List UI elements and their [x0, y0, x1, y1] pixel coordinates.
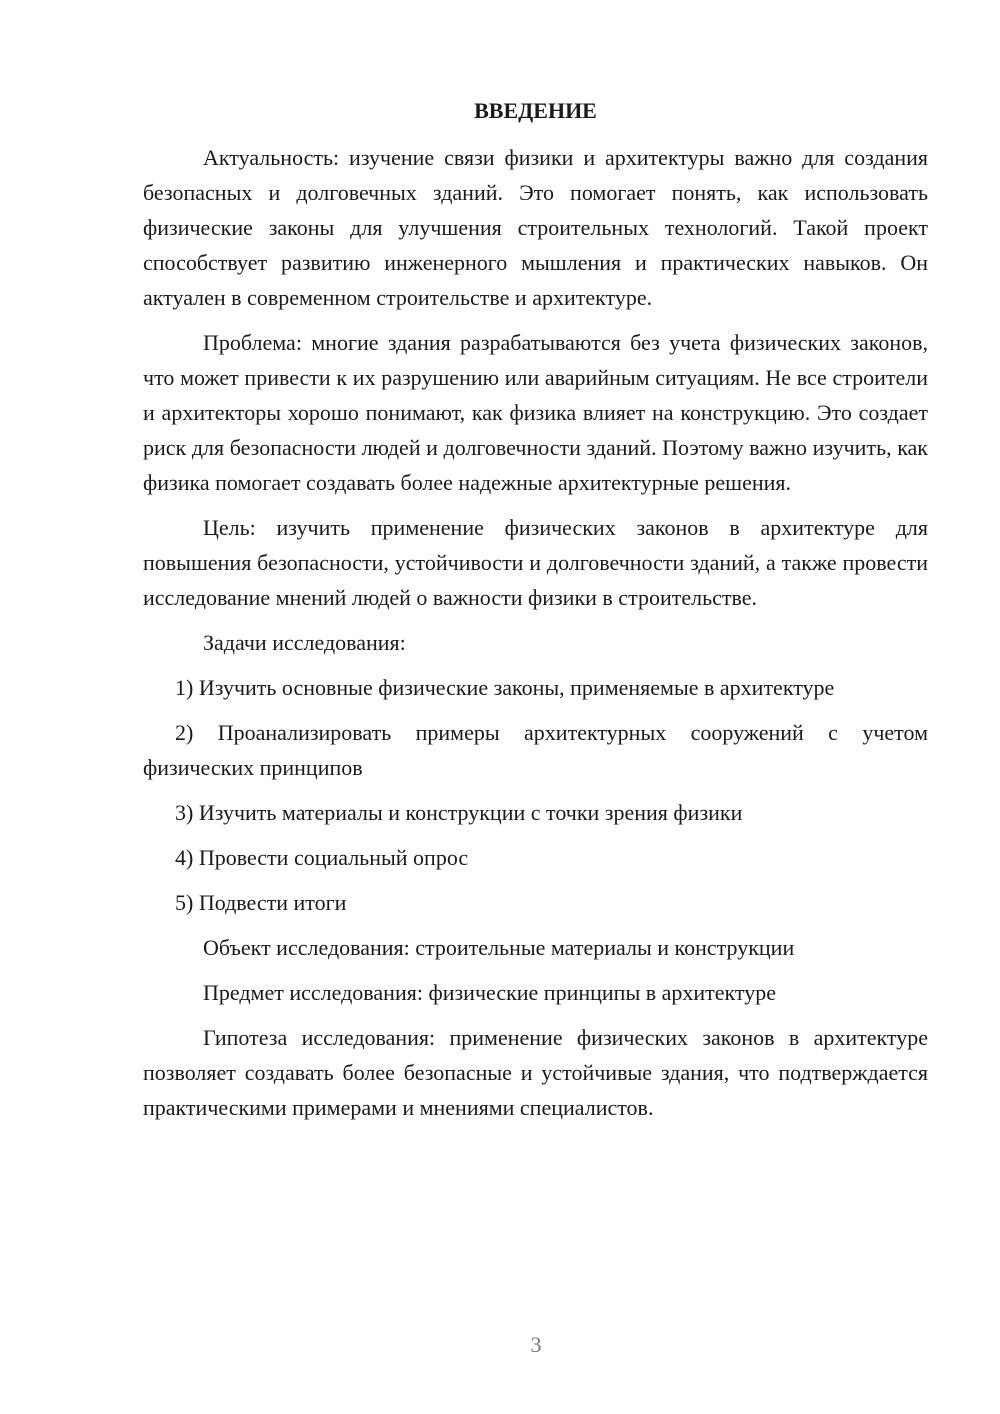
task-item-1: 1) Изучить основные физические законы, применяемые в архитектуре [175, 675, 835, 700]
page-title: ВВЕДЕНИЕ [474, 98, 597, 123]
paragraph-goal: Цель: изучить применение физических законов в архитектуре для повышения безопасности, устойчивости и долговечности зданий, а также провести исследование мнений людей о важности физики в строительстве. [143, 515, 928, 610]
paragraph-relevance: Актуальность: изучение связи физики и архитектуры важно для создания безопасных и долговечных зданий. Это помогает понять, как использовать физические законы для улучшения строительных технологий. Такой проект способствует развитию инженерного мышления и практических навыков. Он актуален в современном строительстве и архитектуре. [143, 145, 928, 310]
page-content [143, 96, 928, 1135]
paragraph-subject: Предмет исследования: физические принципы в архитектуре [203, 980, 777, 1005]
paragraph-object: Объект исследования: строительные материалы и конструкции [203, 935, 795, 960]
page-number: 3 [530, 1332, 542, 1357]
task-item-2: 2) Проанализировать примеры архитектурных сооружений с учетом физических принципов [143, 720, 928, 780]
task-item-3: 3) Изучить материалы и конструкции с точки зрения физики [175, 800, 743, 825]
paragraph-hypothesis: Гипотеза исследования: применение физических законов в архитектуре позволяет создавать более безопасные и устойчивые здания, что подтверждается практическими примерами и мнениями специалистов. [143, 1025, 928, 1120]
paragraph-problem: Проблема: многие здания разрабатываются без учета физических законов, что может привести к их разрушению или аварийным ситуациям. Не все строители и архитекторы хорошо понимают, как физика влияет на конструкцию. Это создает риск для безопасности людей и долговечности зданий. Поэтому важно изучить, как физика помогает создавать более надежные архитектурные решения. [143, 330, 928, 495]
tasks-heading: Задачи исследования: [203, 630, 406, 655]
task-item-5: 5) Подвести итоги [175, 890, 347, 915]
task-item-4: 4) Провести социальный опрос [175, 845, 469, 870]
